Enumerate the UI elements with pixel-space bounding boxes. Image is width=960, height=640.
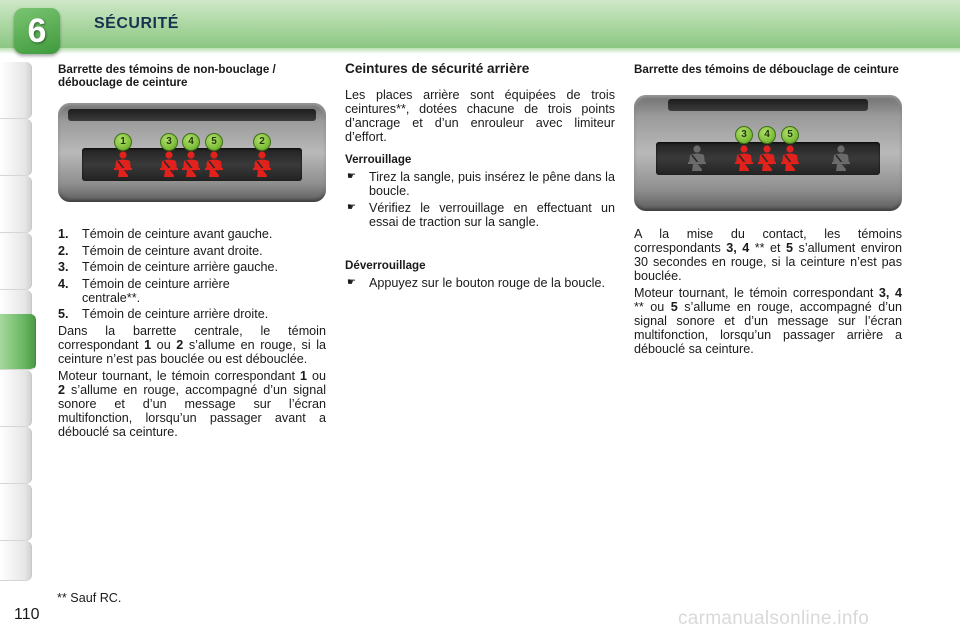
list-text: Témoin de ceinture arrière centrale**. xyxy=(82,276,230,305)
footnote: ** Sauf RC. xyxy=(57,591,122,605)
indicator-number-badge: 2 xyxy=(253,133,271,151)
list-number: 5. xyxy=(58,307,69,321)
indicator-number-badge: 5 xyxy=(205,133,223,151)
paragraph xyxy=(58,324,326,366)
list-item xyxy=(58,277,326,305)
seatbelt-warning-icon xyxy=(203,150,225,178)
text-run: s’allume en rouge, accompagné d’un signal sonore et d’un message sur l’écran multifonction, lorsqu’un passager avant a débouclé sa ceinture. xyxy=(58,383,326,439)
side-tab[interactable] xyxy=(0,233,32,290)
list-item xyxy=(58,307,326,321)
bold-number: 5 xyxy=(670,300,678,314)
bold-number: 5 xyxy=(786,241,794,255)
text-run: s’allume en rouge, accompagné d’un signal sonore et d’un message sur l’écran multifonction, lorsqu’un passager arrière a débouclé sa ceinture. xyxy=(634,300,902,356)
bold-number: 1 xyxy=(299,369,307,383)
side-tab[interactable] xyxy=(0,484,32,541)
list-item xyxy=(345,276,615,290)
list-text: Tirez la sangle, puis insérez le pêne dans la boucle. xyxy=(369,170,615,198)
front-belt-panel-illustration xyxy=(58,103,326,202)
indicator-number-badge: 4 xyxy=(182,133,200,151)
right-heading: Barrette des témoins de débouclage de ceinture xyxy=(634,63,899,76)
seatbelt-warning-icon xyxy=(112,150,134,178)
seatbelt-warning-icon xyxy=(779,144,801,172)
left-column xyxy=(58,64,326,89)
seatbelt-warning-icon xyxy=(733,144,755,172)
bold-number: 1 xyxy=(144,338,152,352)
panel-top-slot xyxy=(668,99,868,111)
indicator-number-badge: 1 xyxy=(114,133,132,151)
text-run: ou xyxy=(151,338,177,352)
chapter-number: 6 xyxy=(27,12,47,50)
chapter-side-tabs xyxy=(0,62,36,582)
panel-top-slot xyxy=(68,109,316,121)
side-tab[interactable] xyxy=(0,541,32,581)
text-run: s’allument environ 30 secondes en rouge, si la ceinture n’est pas bouclée. xyxy=(634,241,903,283)
section-title: SÉCURITÉ xyxy=(94,15,179,32)
seatbelt-warning-icon xyxy=(756,144,778,172)
bold-number: 3, 4 xyxy=(726,241,750,255)
list-text: Appuyez sur le bouton rouge de la boucle. xyxy=(369,276,605,290)
list-text: Témoin de ceinture avant gauche. xyxy=(82,227,273,241)
locking-heading: Verrouillage xyxy=(345,153,412,166)
left-heading: Barrette des témoins de non-bouclage / débouclage de ceinture xyxy=(58,63,276,89)
pointing-hand-icon: ☛ xyxy=(347,171,356,182)
paragraph xyxy=(634,227,902,283)
text-run: Dans la barrette centrale, le témoin correspondant xyxy=(58,324,326,352)
list-number: 4. xyxy=(58,276,69,291)
seatbelt-unlit-icon xyxy=(686,144,708,172)
side-tab[interactable] xyxy=(0,62,32,119)
watermark: carmanualsonline.info xyxy=(678,608,870,629)
side-tab[interactable] xyxy=(0,176,32,233)
text-run: ou xyxy=(307,369,326,383)
list-text: Témoin de ceinture arrière droite. xyxy=(82,307,269,321)
bold-number: 2 xyxy=(58,383,66,397)
pointing-hand-icon: ☛ xyxy=(347,277,356,288)
side-tab-active[interactable] xyxy=(0,314,36,370)
list-number: 3. xyxy=(58,260,69,274)
text-run: ** ou xyxy=(634,300,671,314)
side-tab[interactable] xyxy=(0,370,32,427)
middle-column xyxy=(345,62,615,290)
list-item xyxy=(58,244,326,258)
text-run: A la mise du contact, les témoins correspondants xyxy=(634,227,902,255)
indicator-number-badge: 5 xyxy=(781,126,799,144)
text-run: ** et xyxy=(749,241,787,255)
intro-paragraph: Les places arrière sont équipées de trois ceintures**, dotées chacune de trois points d’ancrage et d’un enrouleur avec limiteur d’effort. xyxy=(345,88,615,144)
list-item xyxy=(345,170,615,198)
list-item xyxy=(58,227,326,241)
list-text: Vérifiez le verrouillage en effectuant un essai de traction sur la sangle. xyxy=(369,201,615,229)
right-column xyxy=(634,64,902,77)
seatbelt-warning-icon xyxy=(180,150,202,178)
text-run: Moteur tournant, le témoin correspondant xyxy=(634,286,879,300)
side-tab[interactable] xyxy=(0,427,32,484)
bold-number: 2 xyxy=(176,338,184,352)
indicator-number-badge: 3 xyxy=(735,126,753,144)
unlocking-heading: Déverrouillage xyxy=(345,259,426,272)
list-number: 1. xyxy=(58,227,69,241)
list-number: 2. xyxy=(58,243,69,258)
middle-heading: Ceintures de sécurité arrière xyxy=(345,61,530,76)
rear-belt-panel-illustration xyxy=(634,95,902,211)
text-run: s’allume en rouge, si la ceinture n’est pas bouclée ou est débouclée. xyxy=(58,338,326,366)
list-text: Témoin de ceinture arrière gauche. xyxy=(82,260,279,274)
indicator-number-badge: 3 xyxy=(160,133,178,151)
right-text xyxy=(634,227,902,356)
list-item xyxy=(345,201,615,229)
seatbelt-unlit-icon xyxy=(830,144,852,172)
pointing-hand-icon: ☛ xyxy=(347,202,356,213)
text-run: Moteur tournant, le témoin correspondant xyxy=(58,369,300,383)
header-band-fade xyxy=(0,48,960,54)
bold-number: 3, 4 xyxy=(878,286,902,300)
indicator-number-badge: 4 xyxy=(758,126,776,144)
paragraph xyxy=(634,286,902,356)
seatbelt-warning-icon xyxy=(251,150,273,178)
indicator-list xyxy=(58,227,326,439)
list-text: Témoin de ceinture avant droite. xyxy=(82,243,263,258)
seatbelt-warning-icon xyxy=(158,150,180,178)
paragraph xyxy=(58,369,326,439)
list-item xyxy=(58,260,326,274)
side-tab[interactable] xyxy=(0,119,32,176)
page-number: 110 xyxy=(14,606,40,623)
